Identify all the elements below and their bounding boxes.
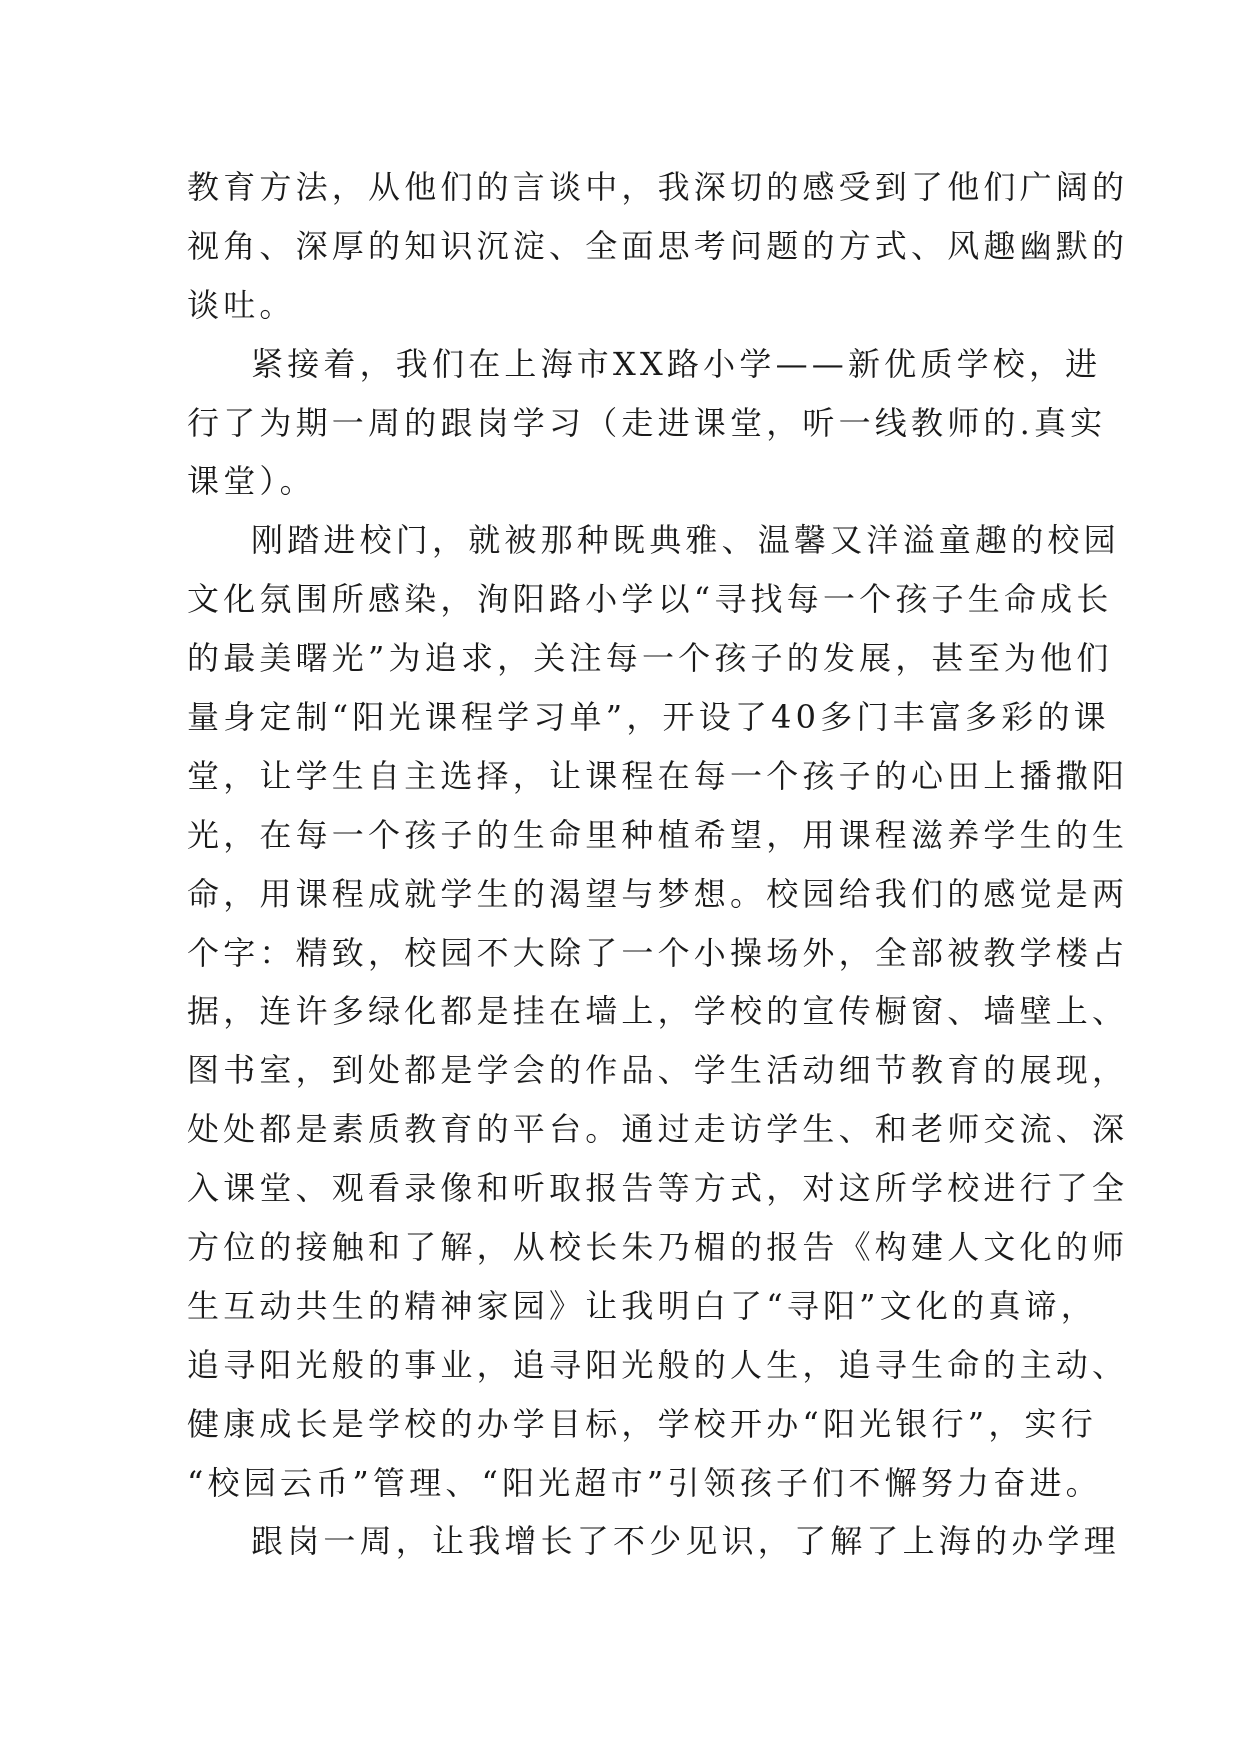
text-line: 谈吐。 (187, 285, 296, 324)
text-line: 光，在每一个孩子的生命里种植希望，用课程滋养学生的生 (187, 815, 1129, 854)
text-line: 课堂）。 (187, 462, 316, 501)
paragraph-start-line: 刚踏进校门，就被那种既典雅、温馨又洋溢童趣的校园 (251, 521, 1120, 560)
text-line: 追寻阳光般的事业，追寻阳光般的人生，追寻生命的主动、 (187, 1345, 1129, 1384)
text-line: “校园云币”管理、“阳光超市”引领孩子们不懈努力奋进。 (187, 1463, 1102, 1502)
paragraph-start-line: 跟岗一周，让我增长了不少见识，了解了上海的办学理 (251, 1522, 1120, 1561)
text-line: 据，连许多绿化都是挂在墙上，学校的宣传橱窗、墙壁上、 (187, 992, 1129, 1031)
text-line: 的最美曙光”为追求，关注每一个孩子的发展，甚至为他们 (187, 639, 1113, 678)
text-line: 入课堂、观看录像和听取报告等方式，对这所学校进行了全 (187, 1169, 1129, 1208)
text-line: 个字：精致，校园不大除了一个小操场外，全部被教学楼占 (187, 933, 1129, 972)
text-line: 堂，让学生自主选择，让课程在每一个孩子的心田上播撒阳 (187, 756, 1129, 795)
text-line: 量身定制“阳光课程学习单”，开设了40多门丰富多彩的课 (187, 698, 1110, 737)
text-line: 行了为期一周的跟岗学习（走进课堂，听一线教师的.真实 (187, 403, 1107, 442)
text-line: 命，用课程成就学生的渴望与梦想。校园给我们的感觉是两 (187, 874, 1129, 913)
paragraph-start-line: 紧接着，我们在上海市XX路小学——新优质学校，进 (251, 344, 1102, 383)
text-line: 处处都是素质教育的平台。通过走访学生、和老师交流、深 (187, 1110, 1129, 1149)
text-line: 视角、深厚的知识沉淀、全面思考问题的方式、风趣幽默的 (187, 226, 1129, 265)
text-line: 教育方法，从他们的言谈中，我深切的感受到了他们广阔的 (187, 168, 1129, 206)
text-line: 方位的接触和了解，从校长朱乃楣的报告《构建人文化的师 (187, 1228, 1129, 1267)
text-line: 生互动共生的精神家园》让我明白了“寻阳”文化的真谛， (187, 1286, 1097, 1325)
text-line: 健康成长是学校的办学目标，学校开办“阳光银行”，实行 (187, 1404, 1097, 1443)
text-line: 图书室，到处都是学会的作品、学生活动细节教育的展现， (187, 1051, 1129, 1090)
body-text (187, 158, 1129, 1571)
text-line: 文化氛围所感染，洵阳路小学以“寻找每一个孩子生命成长 (187, 580, 1113, 619)
